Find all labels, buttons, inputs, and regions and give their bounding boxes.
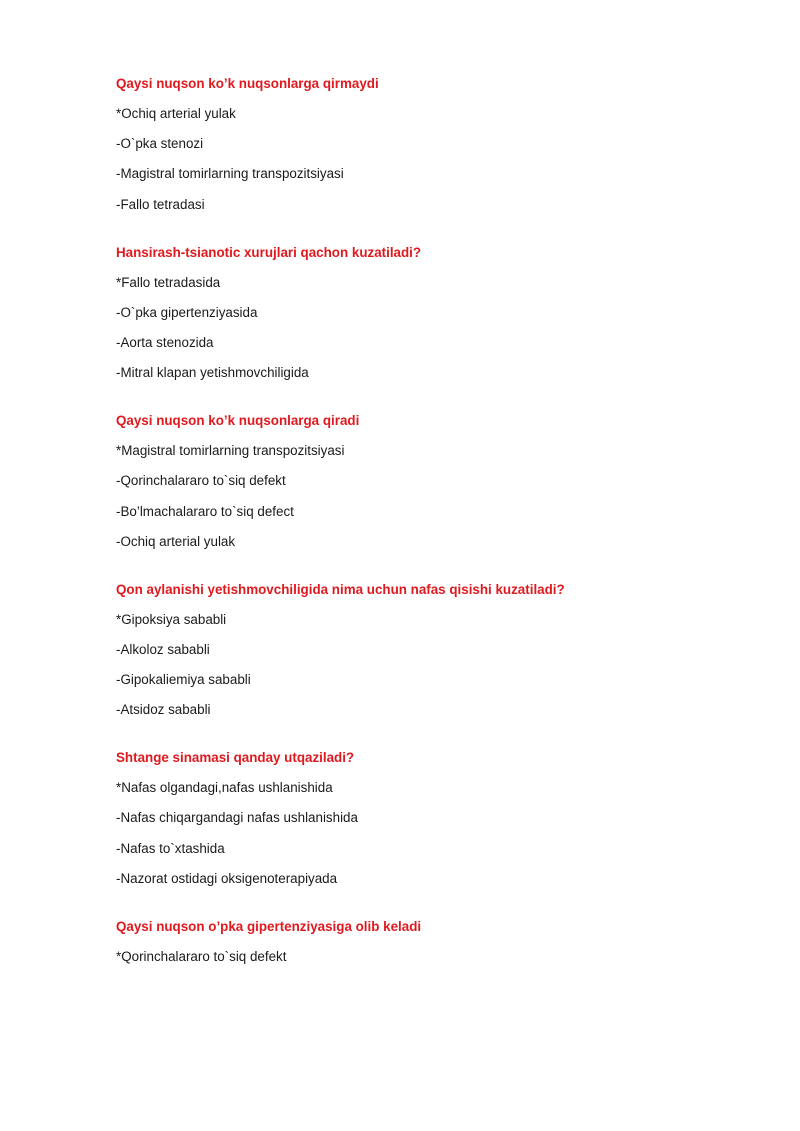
answer-option: -Bo’lmachalararo to`siq defect (116, 503, 294, 519)
question-title: Shtange sinamasi qanday utqaziladi? (116, 750, 355, 766)
answer-option: *Gipoksiya sababli (116, 611, 227, 627)
answer-option: -Alkoloz sababli (116, 641, 210, 657)
answer-option: -Atsidoz sababli (116, 702, 211, 718)
answer-option: -Fallo tetradasi (116, 196, 205, 212)
answer-option: -Qorinchalararo to`siq defekt (116, 473, 286, 489)
answer-option: -Mitral klapan yetishmovchiligida (116, 365, 309, 381)
answer-option: -Magistral tomirlarning transpozitsiyasi (116, 166, 344, 182)
question-block (116, 411, 756, 552)
answer-option: -Gipokaliemiya sababli (116, 672, 251, 688)
question-title: Qaysi nuqson o’pka gipertenziyasiga olib keladi (116, 918, 422, 934)
answer-option: *Qorinchalararo to`siq defekt (116, 948, 287, 964)
question-title: Hansirash-tsianotic xurujlari qachon kuzatiladi? (116, 244, 422, 260)
question-title: Qon aylanishi yetishmovchiligida nima uchun nafas qisishi kuzatiladi? (116, 581, 565, 597)
answer-option: *Ochiq arterial yulak (116, 106, 236, 121)
answer-option: -O`pka stenozi (116, 136, 204, 152)
answer-option: -Nafas to`xtashida (116, 840, 225, 856)
answer-option: -Ochiq arterial yulak (116, 533, 236, 549)
answer-option: *Magistral tomirlarning transpozitsiyasi (116, 443, 345, 459)
answer-option: -Aorta stenozida (116, 334, 214, 350)
answer-option: -O`pka gipertenziyasida (116, 304, 258, 320)
question-block (116, 580, 756, 721)
answer-option: *Fallo tetradasida (116, 274, 221, 290)
question-title: Qaysi nuqson ko’k nuqsonlarga qirmaydi (116, 76, 379, 91)
question-block (116, 243, 756, 384)
question-block (116, 74, 756, 215)
question-title: Qaysi nuqson ko’k nuqsonlarga qiradi (116, 413, 360, 429)
answer-option: -Nazorat ostidagi oksigenoterapiyada (116, 870, 338, 886)
answer-option: -Nafas chiqargandagi nafas ushlanishida (116, 810, 358, 826)
question-block (116, 917, 756, 967)
answer-option: *Nafas olgandagi,nafas ushlanishida (116, 780, 333, 796)
question-block (116, 748, 756, 889)
document-content (116, 74, 756, 995)
